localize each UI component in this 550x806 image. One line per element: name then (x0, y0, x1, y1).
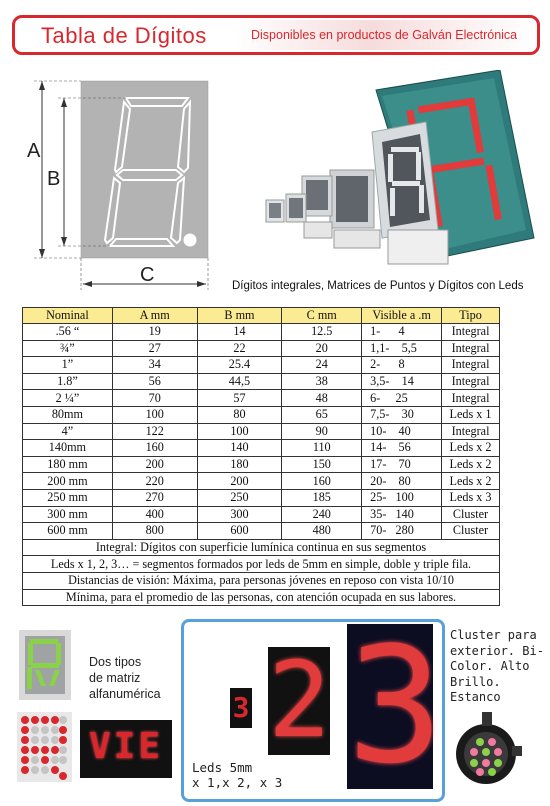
note-min-distance: Mínima, para el promedio de las personas, con atención ocupada en sus labores. (23, 589, 500, 606)
cell-b: 80 (197, 406, 282, 423)
cell-visible: 10- 40 (362, 423, 442, 440)
cell-b: 140 (197, 440, 282, 457)
small-led-digit (230, 688, 252, 728)
table-note-row (23, 589, 500, 606)
cell-tipo: Cluster (442, 523, 500, 540)
products-photo (258, 70, 540, 275)
cell-b: 300 (197, 506, 282, 523)
cell-visible: 17- 70 (362, 456, 442, 473)
table-row (23, 440, 500, 457)
cell-a: 34 (112, 357, 197, 374)
medium-led-digit-value: 2 (268, 639, 331, 761)
cell-tipo: Integral (442, 423, 500, 440)
cell-a: 122 (112, 423, 197, 440)
table-note-row (23, 556, 500, 573)
leds-caption-line: x 1,x 2, x 3 (192, 775, 283, 790)
digit-dimension-diagram (20, 78, 220, 293)
matrix-line: de matriz (89, 671, 141, 685)
cell-b: 57 (197, 390, 282, 407)
cell-c: 20 (282, 340, 362, 357)
cell-c: 24 (282, 357, 362, 374)
table-row (23, 423, 500, 440)
column-header-c: C mm (282, 308, 362, 324)
cell-a: 160 (112, 440, 197, 457)
cell-visible: 20- 80 (362, 473, 442, 490)
cell-visible: 3,5- 14 (362, 373, 442, 390)
cell-tipo: Leds x 1 (442, 406, 500, 423)
table-row (23, 340, 500, 357)
cell-nominal: 200 mm (23, 473, 113, 490)
decimal-point (184, 234, 197, 247)
cell-nominal: 1.8” (23, 373, 113, 390)
cell-visible: 35- 140 (362, 506, 442, 523)
cell-nominal: .56 “ (23, 324, 113, 341)
vie-display-text: VIE (88, 726, 164, 767)
table-row (23, 489, 500, 506)
matrix-line: Dos tipos (89, 655, 142, 669)
cell-a: 400 (112, 506, 197, 523)
cell-visible: 7,5- 30 (362, 406, 442, 423)
dimension-a-label: A (27, 140, 41, 162)
cell-tipo: Integral (442, 390, 500, 407)
page-subtitle: Disponibles en productos de Galván Electrónica (235, 20, 535, 50)
cell-a: 200 (112, 456, 197, 473)
cell-b: 250 (197, 489, 282, 506)
cell-tipo: Integral (442, 373, 500, 390)
cell-visible: 6- 25 (362, 390, 442, 407)
cell-visible: 1- 4 (362, 324, 442, 341)
cell-nominal: 80mm (23, 406, 113, 423)
cell-tipo: Cluster (442, 506, 500, 523)
cell-nominal: 1” (23, 357, 113, 374)
green-segment-matrix (19, 630, 71, 700)
cell-visible: 25- 100 (362, 489, 442, 506)
cell-nominal: 180 mm (23, 456, 113, 473)
cell-nominal: 4” (23, 423, 113, 440)
cluster-line: Color. Alto (450, 659, 530, 673)
header-banner (12, 15, 540, 55)
table-row (23, 506, 500, 523)
cell-c: 38 (282, 373, 362, 390)
cell-c: 48 (282, 390, 362, 407)
cell-visible: 1,1- 5,5 (362, 340, 442, 357)
cell-c: 480 (282, 523, 362, 540)
vie-dot-display (80, 720, 172, 778)
cell-c: 150 (282, 456, 362, 473)
matrix-line: alfanumérica (89, 687, 161, 701)
large-led-digit-value: 3 (347, 612, 444, 799)
table-note-row (23, 572, 500, 589)
cell-tipo: Leds x 2 (442, 440, 500, 457)
large-led-digit (347, 612, 444, 799)
cell-a: 800 (112, 523, 197, 540)
cell-tipo: Leds x 3 (442, 489, 500, 506)
cluster-line: exterior. Bi- (450, 643, 544, 658)
products-caption: Dígitos integrales, Matrices de Puntos y Dígitos con Leds (232, 280, 524, 292)
column-header-b: B mm (197, 308, 282, 324)
large-digit-module (372, 122, 438, 238)
cluster-line: Cluster para (450, 628, 537, 642)
digit-spec-table (22, 307, 500, 606)
cell-a: 19 (112, 324, 197, 341)
cell-c: 65 (282, 406, 362, 423)
cell-c: 240 (282, 506, 362, 523)
cell-tipo: Integral (442, 357, 500, 374)
table-row (23, 324, 500, 341)
table-header-row (23, 308, 500, 324)
cell-b: 22 (197, 340, 282, 357)
table-row (23, 390, 500, 407)
table-row (23, 456, 500, 473)
cell-b: 25.4 (197, 357, 282, 374)
leds-caption-line: Leds 5mm (192, 760, 253, 775)
cell-b: 44,5 (197, 373, 282, 390)
leds-caption (192, 760, 282, 790)
cell-a: 56 (112, 373, 197, 390)
cell-c: 12.5 (282, 324, 362, 341)
cell-tipo: Integral (442, 340, 500, 357)
dimension-c-label: C (140, 264, 155, 286)
table-note-row (23, 539, 500, 556)
cell-visible: 2- 8 (362, 357, 442, 374)
cluster-description (450, 628, 544, 706)
cell-c: 90 (282, 423, 362, 440)
column-header-tipo: Tipo (442, 308, 500, 324)
cell-a: 270 (112, 489, 197, 506)
cell-b: 600 (197, 523, 282, 540)
column-header-visible: Visible a .m (362, 308, 442, 324)
cell-nominal: 250 mm (23, 489, 113, 506)
cell-c: 110 (282, 440, 362, 457)
cell-a: 220 (112, 473, 197, 490)
cell-nominal: 140mm (23, 440, 113, 457)
cell-c: 160 (282, 473, 362, 490)
led-cluster-photo (452, 712, 524, 786)
table-row (23, 523, 500, 540)
column-header-nominal: Nominal (23, 308, 113, 324)
cell-b: 200 (197, 473, 282, 490)
cell-a: 100 (112, 406, 197, 423)
small-led-digit-value: 3 (232, 691, 250, 724)
medium-led-digit (268, 639, 331, 761)
cell-nominal: 600 mm (23, 523, 113, 540)
cell-nominal: 2 ¼” (23, 390, 113, 407)
dimension-b-label: B (47, 168, 61, 190)
table-row (23, 406, 500, 423)
cell-tipo: Leds x 2 (442, 473, 500, 490)
medium-digits (266, 170, 374, 228)
cell-nominal: ¾” (23, 340, 113, 357)
note-integral: Integral: Dígitos con superficie lumínica continua en sus segmentos (23, 539, 500, 556)
note-max-distance: Distancias de visión: Máxima, para personas jóvenes en reposo con vista 10/10 (23, 572, 500, 589)
page-title: Tabla de Dígitos (41, 23, 207, 48)
table-row (23, 357, 500, 374)
matrix-description (89, 654, 161, 702)
cell-visible: 14- 56 (362, 440, 442, 457)
cluster-line: Estanco (450, 690, 501, 704)
cell-nominal: 300 mm (23, 506, 113, 523)
cell-tipo: Leds x 2 (442, 456, 500, 473)
cluster-line: Brillo. (450, 674, 501, 689)
cell-b: 100 (197, 423, 282, 440)
cell-a: 27 (112, 340, 197, 357)
column-header-a: A mm (112, 308, 197, 324)
cell-b: 180 (197, 456, 282, 473)
table-row (23, 473, 500, 490)
table-row (23, 373, 500, 390)
red-dot-matrix (17, 712, 72, 782)
cell-a: 70 (112, 390, 197, 407)
cell-visible: 70- 280 (362, 523, 442, 540)
cell-tipo: Integral (442, 324, 500, 341)
cell-c: 185 (282, 489, 362, 506)
note-leds: Leds x 1, 2, 3… = segmentos formados por leds de 5mm en simple, doble y triple fila. (23, 556, 500, 573)
cell-b: 14 (197, 324, 282, 341)
